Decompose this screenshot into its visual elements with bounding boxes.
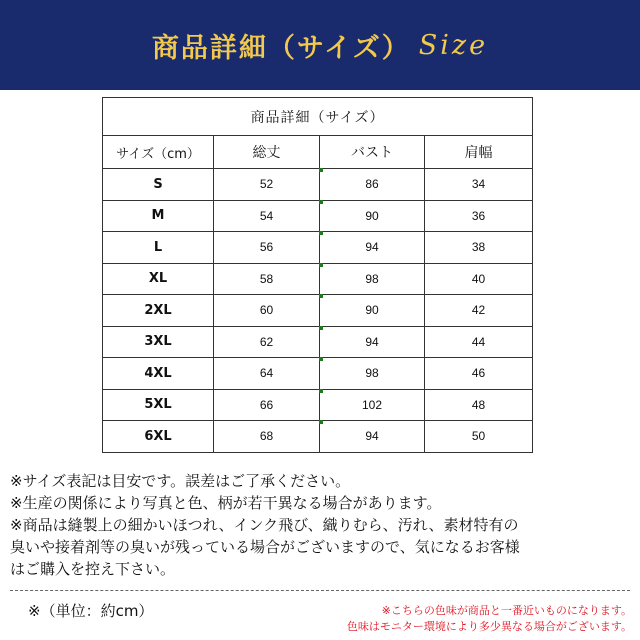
- bust-cell: 90: [320, 295, 425, 327]
- note-line: ※商品は縫製上の細かいほつれ、インク飛び、織りむら、汚れ、素材特有の: [10, 516, 519, 534]
- title-banner: [0, 0, 640, 90]
- cell-corner-mark: [319, 357, 323, 361]
- header-size: サイズ（cm）: [103, 136, 214, 169]
- color-note: [300, 603, 632, 635]
- table-header-row: [103, 136, 533, 169]
- dashed-divider: [10, 590, 630, 591]
- length-cell: 68: [214, 421, 320, 453]
- shoulder-cell: 40: [425, 263, 533, 295]
- shoulder-cell: 42: [425, 295, 533, 327]
- note-line: 臭いや接着剤等の臭いが残っている場合がございますので、気になるお客様: [10, 538, 520, 556]
- color-note-line: ※こちらの色味が商品と一番近いものになります。: [381, 604, 632, 617]
- bust-cell: 98: [320, 263, 425, 295]
- table-row: [103, 232, 533, 264]
- bust-cell: 94: [320, 326, 425, 358]
- table-row: [103, 358, 533, 390]
- cell-corner-mark: [319, 420, 323, 424]
- shoulder-cell: 38: [425, 232, 533, 264]
- note-line: ※サイズ表記は目安です。誤差はご了承ください。: [10, 472, 351, 490]
- table-caption: 商品詳細（サイズ）: [103, 98, 533, 136]
- cell-corner-mark: [319, 200, 323, 204]
- size-cell: M: [103, 200, 214, 232]
- size-cell: 5XL: [103, 389, 214, 421]
- shoulder-cell: 34: [425, 169, 533, 201]
- bust-cell: 90: [320, 200, 425, 232]
- size-cell: 4XL: [103, 358, 214, 390]
- length-cell: 58: [214, 263, 320, 295]
- table-row: [103, 389, 533, 421]
- length-cell: 52: [214, 169, 320, 201]
- cell-corner-mark: [319, 231, 323, 235]
- cell-corner-mark: [319, 389, 323, 393]
- bust-cell: 94: [320, 421, 425, 453]
- color-note-line: 色味はモニター環境により多少異なる場合がございます。: [346, 620, 632, 633]
- size-table: [102, 97, 533, 453]
- table-row: [103, 421, 533, 453]
- header-shoulder: 肩幅: [425, 136, 533, 169]
- banner-title: 商品詳細（サイズ）: [151, 32, 411, 64]
- notes-block: [10, 470, 635, 580]
- table-row: [103, 326, 533, 358]
- bust-cell: 86: [320, 169, 425, 201]
- table-row: [103, 200, 533, 232]
- header-length: 総丈: [214, 136, 320, 169]
- note-line: はご購入を控え下さい。: [10, 560, 176, 578]
- length-cell: 62: [214, 326, 320, 358]
- cell-corner-mark: [319, 294, 323, 298]
- shoulder-cell: 46: [425, 358, 533, 390]
- shoulder-cell: 44: [425, 326, 533, 358]
- length-cell: 60: [214, 295, 320, 327]
- table-row: [103, 263, 533, 295]
- cell-corner-mark: [319, 326, 323, 330]
- unit-note: ※（単位：約cm）: [28, 602, 154, 620]
- length-cell: 56: [214, 232, 320, 264]
- size-cell: L: [103, 232, 214, 264]
- shoulder-cell: 48: [425, 389, 533, 421]
- table-row: [103, 169, 533, 201]
- table-body: [103, 169, 533, 453]
- cell-corner-mark: [319, 263, 323, 267]
- bust-cell: 102: [320, 389, 425, 421]
- size-cell: 3XL: [103, 326, 214, 358]
- banner-script-word: Size: [418, 29, 489, 61]
- length-cell: 64: [214, 358, 320, 390]
- size-cell: 6XL: [103, 421, 214, 453]
- size-cell: XL: [103, 263, 214, 295]
- size-cell: 2XL: [103, 295, 214, 327]
- shoulder-cell: 36: [425, 200, 533, 232]
- cell-corner-mark: [319, 168, 323, 172]
- bust-cell: 98: [320, 358, 425, 390]
- header-bust: バスト: [320, 136, 425, 169]
- length-cell: 66: [214, 389, 320, 421]
- table-row: [103, 295, 533, 327]
- note-line: ※生産の関係により写真と色、柄が若干異なる場合があります。: [10, 494, 442, 512]
- size-cell: S: [103, 169, 214, 201]
- length-cell: 54: [214, 200, 320, 232]
- bust-cell: 94: [320, 232, 425, 264]
- shoulder-cell: 50: [425, 421, 533, 453]
